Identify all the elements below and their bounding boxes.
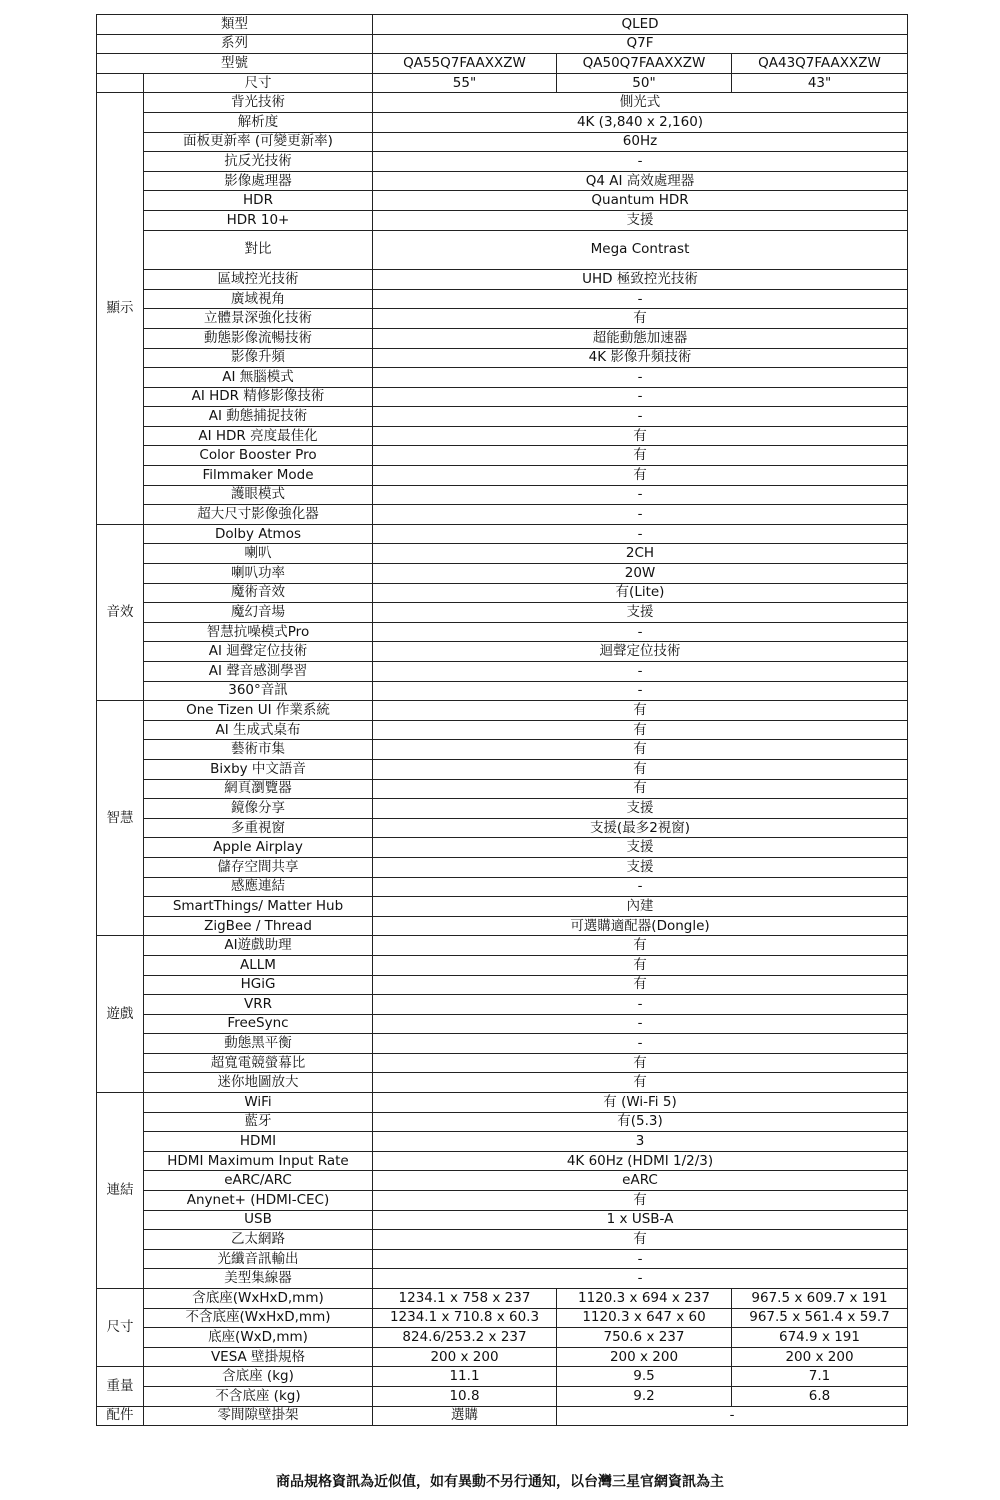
footer-note: 商品規格資訊為近似值，如有異動不另行通知，以台灣三星官網資訊為主 bbox=[276, 1474, 724, 1490]
spec-table bbox=[96, 14, 908, 1426]
spec-value: 有 bbox=[373, 426, 908, 446]
spec-label: 藝術市集 bbox=[144, 740, 373, 760]
spec-value-50: 9.2 bbox=[557, 1386, 732, 1406]
spec-value: Quantum HDR bbox=[373, 191, 908, 211]
spec-label: 區域控光技術 bbox=[144, 270, 373, 290]
table-row bbox=[97, 328, 908, 348]
spec-label: 影像升頻 bbox=[144, 348, 373, 368]
table-row bbox=[97, 171, 908, 191]
category-weight: 重量 bbox=[97, 1367, 144, 1406]
table-row bbox=[97, 368, 908, 388]
spec-value: 超能動態加速器 bbox=[373, 328, 908, 348]
spec-value: - bbox=[373, 662, 908, 682]
row-size bbox=[97, 73, 908, 93]
spec-label: AI HDR 精修影像技術 bbox=[144, 387, 373, 407]
table-row bbox=[97, 1034, 908, 1054]
size-43: 43" bbox=[732, 73, 908, 93]
spec-value: - bbox=[373, 1269, 908, 1289]
spec-label: HDMI Maximum Input Rate bbox=[144, 1151, 373, 1171]
table-row bbox=[97, 603, 908, 623]
table-row bbox=[97, 799, 908, 819]
table-row bbox=[97, 210, 908, 230]
spec-value: 支援 bbox=[373, 838, 908, 858]
table-row bbox=[97, 936, 908, 956]
spec-value: 有 bbox=[373, 1053, 908, 1073]
spec-label: 鏡像分享 bbox=[144, 799, 373, 819]
spec-value: eARC bbox=[373, 1171, 908, 1191]
table-row bbox=[97, 662, 908, 682]
table-row bbox=[97, 407, 908, 427]
spec-value: 有 bbox=[373, 936, 908, 956]
table-row bbox=[97, 230, 908, 270]
spec-label: ZigBee / Thread bbox=[144, 916, 373, 936]
spec-value-43: 6.8 bbox=[732, 1386, 908, 1406]
spec-value-55: 1234.1 x 710.8 x 60.3 bbox=[373, 1308, 557, 1328]
spec-label: USB bbox=[144, 1210, 373, 1230]
table-row bbox=[97, 642, 908, 662]
spec-value-50: 200 x 200 bbox=[557, 1347, 732, 1367]
spec-value: - bbox=[373, 1014, 908, 1034]
model-label: 型號 bbox=[97, 54, 373, 74]
table-row bbox=[97, 1112, 908, 1132]
series-value: Q7F bbox=[373, 34, 908, 54]
table-row bbox=[97, 93, 908, 113]
spec-value: 支援(最多2視窗) bbox=[373, 818, 908, 838]
category-gaming: 遊戲 bbox=[97, 936, 144, 1093]
spec-value-50: 1120.3 x 647 x 60 bbox=[557, 1308, 732, 1328]
series-label: 系列 bbox=[97, 34, 373, 54]
spec-label: 含底座 (kg) bbox=[144, 1367, 373, 1387]
spec-value: - bbox=[373, 505, 908, 525]
spec-value-55: 200 x 200 bbox=[373, 1347, 557, 1367]
table-row bbox=[97, 759, 908, 779]
spec-label: 廣域視角 bbox=[144, 289, 373, 309]
spec-value: - bbox=[373, 995, 908, 1015]
spec-label: AI 無腦模式 bbox=[144, 368, 373, 388]
table-row bbox=[97, 720, 908, 740]
spec-value: 有 bbox=[373, 720, 908, 740]
table-row bbox=[97, 564, 908, 584]
spec-label: Color Booster Pro bbox=[144, 446, 373, 466]
spec-value: 支援 bbox=[373, 799, 908, 819]
type-label: 類型 bbox=[97, 15, 373, 35]
spec-label: AI遊戲助理 bbox=[144, 936, 373, 956]
spec-label: AI 生成式桌布 bbox=[144, 720, 373, 740]
table-row bbox=[97, 1191, 908, 1211]
table-row bbox=[97, 544, 908, 564]
spec-value: 4K 60Hz (HDMI 1/2/3) bbox=[373, 1151, 908, 1171]
table-row bbox=[97, 309, 908, 329]
table-row bbox=[97, 1151, 908, 1171]
table-row bbox=[97, 1269, 908, 1289]
spec-label: VRR bbox=[144, 995, 373, 1015]
table-row bbox=[97, 975, 908, 995]
spec-label: One Tizen UI 作業系統 bbox=[144, 701, 373, 721]
spec-value: 側光式 bbox=[373, 93, 908, 113]
spec-label: AI 迴聲定位技術 bbox=[144, 642, 373, 662]
spec-value: - bbox=[373, 152, 908, 172]
table-row bbox=[97, 270, 908, 290]
spec-label: 解析度 bbox=[144, 112, 373, 132]
spec-label: SmartThings/ Matter Hub bbox=[144, 897, 373, 917]
table-row bbox=[97, 916, 908, 936]
spec-label: 超大尺寸影像強化器 bbox=[144, 505, 373, 525]
table-row bbox=[97, 838, 908, 858]
spec-value: UHD 極致控光技術 bbox=[373, 270, 908, 290]
table-row bbox=[97, 955, 908, 975]
spec-value: 有 bbox=[373, 1073, 908, 1093]
spec-label: 喇叭功率 bbox=[144, 564, 373, 584]
spec-value: - bbox=[373, 1249, 908, 1269]
table-row bbox=[97, 1308, 908, 1328]
spec-value-55: 10.8 bbox=[373, 1386, 557, 1406]
spec-value: 有 bbox=[373, 1191, 908, 1211]
spec-label: HGiG bbox=[144, 975, 373, 995]
category-smart: 智慧 bbox=[97, 701, 144, 936]
spec-value: 有 bbox=[373, 955, 908, 975]
spec-value-55: 11.1 bbox=[373, 1367, 557, 1387]
spec-value-50: 750.6 x 237 bbox=[557, 1328, 732, 1348]
table-row bbox=[97, 387, 908, 407]
model-55: QA55Q7FAAXXZW bbox=[373, 54, 557, 74]
spec-label: 迷你地圖放大 bbox=[144, 1073, 373, 1093]
spec-value-50-43: - bbox=[557, 1406, 908, 1426]
spec-value-55: 1234.1 x 758 x 237 bbox=[373, 1289, 557, 1309]
spec-label: FreeSync bbox=[144, 1014, 373, 1034]
table-row bbox=[97, 583, 908, 603]
table-row bbox=[97, 681, 908, 701]
spec-value: - bbox=[373, 407, 908, 427]
spec-value: 有 bbox=[373, 759, 908, 779]
spec-value: 有 (Wi-Fi 5) bbox=[373, 1093, 908, 1113]
spec-label: AI 動態捕捉技術 bbox=[144, 407, 373, 427]
spec-label: 藍牙 bbox=[144, 1112, 373, 1132]
category-accessories: 配件 bbox=[97, 1406, 144, 1426]
table-row bbox=[97, 152, 908, 172]
spec-value: 支援 bbox=[373, 603, 908, 623]
spec-label: 光纖音訊輸出 bbox=[144, 1249, 373, 1269]
spec-value: 有 bbox=[373, 701, 908, 721]
row-series bbox=[97, 34, 908, 54]
table-row bbox=[97, 524, 908, 544]
spec-label: 影像處理器 bbox=[144, 171, 373, 191]
spec-label: 抗反光技術 bbox=[144, 152, 373, 172]
spec-value-43: 967.5 x 561.4 x 59.7 bbox=[732, 1308, 908, 1328]
spec-value: 有 bbox=[373, 446, 908, 466]
spec-value-43: 967.5 x 609.7 x 191 bbox=[732, 1289, 908, 1309]
table-row bbox=[97, 1249, 908, 1269]
size-55: 55" bbox=[373, 73, 557, 93]
spec-value: Q4 AI 高效處理器 bbox=[373, 171, 908, 191]
spec-value-50: 9.5 bbox=[557, 1367, 732, 1387]
category-dimensions: 尺寸 bbox=[97, 1289, 144, 1367]
table-row bbox=[97, 485, 908, 505]
spec-label: Anynet+ (HDMI-CEC) bbox=[144, 1191, 373, 1211]
category-audio: 音效 bbox=[97, 524, 144, 700]
spec-value: 4K (3,840 x 2,160) bbox=[373, 112, 908, 132]
spec-value: - bbox=[373, 524, 908, 544]
category-display: 顯示 bbox=[97, 93, 144, 524]
spec-value-50: 1120.3 x 694 x 237 bbox=[557, 1289, 732, 1309]
spec-label: 360°音訊 bbox=[144, 681, 373, 701]
spec-label: 不含底座(WxHxD,mm) bbox=[144, 1308, 373, 1328]
size-category-blank bbox=[97, 73, 144, 93]
spec-label: 含底座(WxHxD,mm) bbox=[144, 1289, 373, 1309]
spec-label: Bixby 中文語音 bbox=[144, 759, 373, 779]
table-row bbox=[97, 112, 908, 132]
spec-label: HDR bbox=[144, 191, 373, 211]
spec-label: 美型集線器 bbox=[144, 1269, 373, 1289]
spec-value-55: 824.6/253.2 x 237 bbox=[373, 1328, 557, 1348]
table-row bbox=[97, 1367, 908, 1387]
spec-value: - bbox=[373, 1034, 908, 1054]
size-label: 尺寸 bbox=[144, 73, 373, 93]
spec-label: 底座(WxD,mm) bbox=[144, 1328, 373, 1348]
spec-value: Mega Contrast bbox=[373, 230, 908, 270]
spec-value: - bbox=[373, 622, 908, 642]
spec-label: HDR 10+ bbox=[144, 210, 373, 230]
spec-label: 網頁瀏覽器 bbox=[144, 779, 373, 799]
table-row bbox=[97, 1171, 908, 1191]
table-row bbox=[97, 877, 908, 897]
spec-label: VESA 壁掛規格 bbox=[144, 1347, 373, 1367]
spec-label: 多重視窗 bbox=[144, 818, 373, 838]
table-row bbox=[97, 446, 908, 466]
size-50: 50" bbox=[557, 73, 732, 93]
table-row bbox=[97, 740, 908, 760]
spec-value: - bbox=[373, 877, 908, 897]
spec-label: 不含底座 (kg) bbox=[144, 1386, 373, 1406]
spec-value: - bbox=[373, 289, 908, 309]
spec-value: 有 bbox=[373, 740, 908, 760]
spec-label: 喇叭 bbox=[144, 544, 373, 564]
spec-value: 有 bbox=[373, 1230, 908, 1250]
table-row bbox=[97, 132, 908, 152]
spec-value-43: 200 x 200 bbox=[732, 1347, 908, 1367]
spec-label: 動態黑平衡 bbox=[144, 1034, 373, 1054]
spec-label: 超寬電競螢幕比 bbox=[144, 1053, 373, 1073]
category-connectivity: 連結 bbox=[97, 1093, 144, 1289]
spec-label: eARC/ARC bbox=[144, 1171, 373, 1191]
table-row bbox=[97, 779, 908, 799]
table-row bbox=[97, 1093, 908, 1113]
spec-label: ALLM bbox=[144, 955, 373, 975]
spec-value: 有(5.3) bbox=[373, 1112, 908, 1132]
table-row bbox=[97, 1073, 908, 1093]
table-row bbox=[97, 701, 908, 721]
table-row bbox=[97, 622, 908, 642]
spec-label: AI 聲音感測學習 bbox=[144, 662, 373, 682]
spec-value-55: 選購 bbox=[373, 1406, 557, 1426]
table-row bbox=[97, 426, 908, 446]
spec-value-43: 7.1 bbox=[732, 1367, 908, 1387]
model-43: QA43Q7FAAXXZW bbox=[732, 54, 908, 74]
spec-label: WiFi bbox=[144, 1093, 373, 1113]
table-row bbox=[97, 1347, 908, 1367]
spec-label: 動態影像流暢技術 bbox=[144, 328, 373, 348]
spec-value: - bbox=[373, 368, 908, 388]
spec-label: 感應連結 bbox=[144, 877, 373, 897]
table-row bbox=[97, 289, 908, 309]
table-row bbox=[97, 818, 908, 838]
spec-value: 4K 影像升頻技術 bbox=[373, 348, 908, 368]
table-row bbox=[97, 505, 908, 525]
row-type bbox=[97, 15, 908, 35]
table-row bbox=[97, 1210, 908, 1230]
table-row bbox=[97, 857, 908, 877]
table-row bbox=[97, 1289, 908, 1309]
spec-value: 有 bbox=[373, 975, 908, 995]
spec-value: 有 bbox=[373, 309, 908, 329]
spec-value: - bbox=[373, 681, 908, 701]
spec-value: 迴聲定位技術 bbox=[373, 642, 908, 662]
spec-label: 魔幻音場 bbox=[144, 603, 373, 623]
table-row bbox=[97, 1014, 908, 1034]
spec-label: AI HDR 亮度最佳化 bbox=[144, 426, 373, 446]
spec-value: 3 bbox=[373, 1132, 908, 1152]
spec-label: 背光技術 bbox=[144, 93, 373, 113]
spec-value-43: 674.9 x 191 bbox=[732, 1328, 908, 1348]
spec-label: 乙太網路 bbox=[144, 1230, 373, 1250]
spec-label: 魔術音效 bbox=[144, 583, 373, 603]
type-value: QLED bbox=[373, 15, 908, 35]
spec-value: 有 bbox=[373, 779, 908, 799]
spec-value: 有 bbox=[373, 466, 908, 486]
spec-value: 有(Lite) bbox=[373, 583, 908, 603]
model-50: QA50Q7FAAXXZW bbox=[557, 54, 732, 74]
table-row bbox=[97, 1230, 908, 1250]
spec-label: 面板更新率 (可變更新率) bbox=[144, 132, 373, 152]
spec-label: Dolby Atmos bbox=[144, 524, 373, 544]
spec-label: 零間隙壁掛架 bbox=[144, 1406, 373, 1426]
spec-label: Apple Airplay bbox=[144, 838, 373, 858]
spec-value: - bbox=[373, 485, 908, 505]
spec-label: Filmmaker Mode bbox=[144, 466, 373, 486]
table-row bbox=[97, 1053, 908, 1073]
spec-value: 支援 bbox=[373, 857, 908, 877]
spec-value: - bbox=[373, 387, 908, 407]
spec-label: 對比 bbox=[144, 230, 373, 270]
spec-value: 1 x USB-A bbox=[373, 1210, 908, 1230]
spec-value: 20W bbox=[373, 564, 908, 584]
table-row bbox=[97, 995, 908, 1015]
spec-label: 儲存空間共享 bbox=[144, 857, 373, 877]
table-row bbox=[97, 1328, 908, 1348]
table-row bbox=[97, 466, 908, 486]
spec-label: 智慧抗噪模式Pro bbox=[144, 622, 373, 642]
row-model bbox=[97, 54, 908, 74]
spec-value: 支援 bbox=[373, 210, 908, 230]
table-row bbox=[97, 191, 908, 211]
spec-label: 立體景深強化技術 bbox=[144, 309, 373, 329]
spec-label: 護眼模式 bbox=[144, 485, 373, 505]
spec-value: 內建 bbox=[373, 897, 908, 917]
table-row bbox=[97, 897, 908, 917]
table-row bbox=[97, 1132, 908, 1152]
table-row bbox=[97, 1386, 908, 1406]
table-row bbox=[97, 1406, 908, 1426]
table-row bbox=[97, 348, 908, 368]
spec-label: HDMI bbox=[144, 1132, 373, 1152]
spec-value: 2CH bbox=[373, 544, 908, 564]
spec-value: 60Hz bbox=[373, 132, 908, 152]
spec-value: 可選購適配器(Dongle) bbox=[373, 916, 908, 936]
